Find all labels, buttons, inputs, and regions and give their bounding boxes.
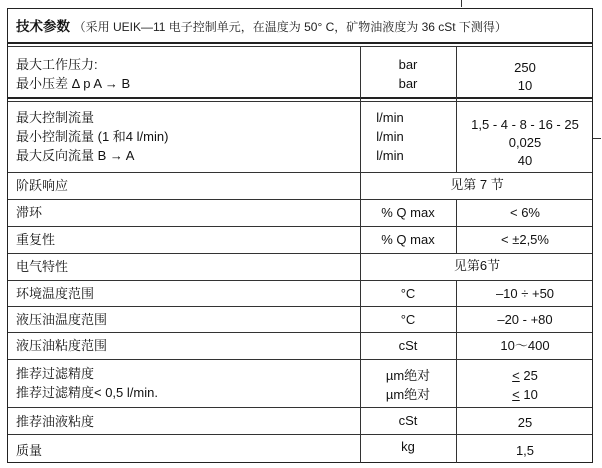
row-label-min-pressure-drop: 最小压差 Δ p A → B <box>16 76 131 91</box>
divider <box>8 280 592 281</box>
row-label-oil-temp: 液压油温度范围 <box>16 312 108 327</box>
value-cell: 1,5 - 4 - 8 - 16 - 25 <box>471 117 579 132</box>
unit-cell: l/min <box>376 148 404 163</box>
test-conditions-note: （采用 UEIK—11 电子控制单元，在温度为 50° C，矿物油液度为 36 cSt 下测得） <box>73 20 507 34</box>
row-label-recommended-viscosity: 推荐油液粘度 <box>16 414 95 429</box>
unit-cell: l/min <box>376 110 404 125</box>
value-cell: 0,025 <box>508 135 542 150</box>
row-label-filtration-low-flow: 推荐过滤精度< 0,5 l/min. <box>16 385 158 400</box>
value-cell: –20 - +80 <box>497 312 553 327</box>
divider <box>8 359 592 360</box>
divider <box>8 253 592 254</box>
less-equal-sign: < <box>512 368 520 383</box>
divider <box>8 226 592 227</box>
divider <box>8 332 592 333</box>
header <box>16 15 507 35</box>
value-cell: –10 ÷ +50 <box>495 286 555 301</box>
unit-cell: % Q max <box>381 232 435 247</box>
spec-table <box>7 8 593 463</box>
value-cell: 10 <box>517 78 533 93</box>
value-cell: 250 <box>514 60 536 75</box>
divider <box>8 101 592 102</box>
divider <box>8 306 592 307</box>
row-label-hysteresis: 滞环 <box>16 205 43 220</box>
row-label-max-reverse-flow: 最大反向流量 B → A <box>16 148 135 163</box>
value-cell <box>456 385 594 405</box>
divider <box>8 434 592 435</box>
row-label-max-control-flow: 最大控制流量 <box>16 110 95 125</box>
divider <box>8 97 592 99</box>
row-label-max-pressure: 最大工作压力: <box>16 57 98 72</box>
value-cell: < 6% <box>510 205 540 220</box>
value-cell: 10～400 <box>500 338 550 353</box>
row-label-ambient-temp: 环境温度范围 <box>16 286 95 301</box>
divider <box>8 42 592 44</box>
divider <box>8 407 592 408</box>
value-cell: 见第 7 节 <box>450 177 504 192</box>
divider <box>8 199 592 200</box>
divider <box>8 46 592 47</box>
row-label-mass: 质量 <box>16 443 43 458</box>
row-label-step-response: 阶跃响应 <box>16 178 69 193</box>
less-equal-sign: < <box>512 387 520 402</box>
edge-mark <box>593 138 601 139</box>
value-cell: 见第6节 <box>453 258 501 273</box>
unit-cell: µm绝对 <box>385 368 431 383</box>
value-cell <box>456 366 594 386</box>
row-label-electrical: 电气特性 <box>16 259 69 274</box>
unit-cell: l/min <box>376 129 404 144</box>
row-label-min-control-flow: 最小控制流量 (1 和4 l/min) <box>16 129 169 144</box>
unit-cell: °C <box>400 286 416 301</box>
row-label-repeatability: 重复性 <box>16 232 56 247</box>
value-cell: 25 <box>517 415 533 430</box>
row-label-filtration: 推荐过滤精度 <box>16 366 95 381</box>
unit-cell: cSt <box>398 413 418 428</box>
unit-cell: kg <box>401 439 415 454</box>
divider <box>8 172 592 173</box>
unit-cell: °C <box>400 312 416 327</box>
value-cell: 1,5 <box>515 443 535 458</box>
value-text: 25 <box>523 368 538 383</box>
row-label-viscosity-range: 液压油粘度范围 <box>16 338 108 353</box>
table-title: 技术参数 <box>16 19 70 34</box>
unit-cell: µm绝对 <box>385 387 431 402</box>
unit-cell: bar <box>398 57 418 72</box>
value-text: 10 <box>523 387 538 402</box>
value-cell: 40 <box>517 153 533 168</box>
edge-mark <box>461 0 462 7</box>
unit-cell: cSt <box>398 338 418 353</box>
value-cell: < ±2,5% <box>501 232 549 247</box>
unit-cell: % Q max <box>381 205 435 220</box>
unit-cell: bar <box>398 76 418 91</box>
